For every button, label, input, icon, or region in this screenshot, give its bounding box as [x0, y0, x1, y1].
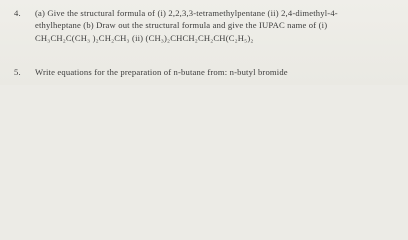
question-4-line-3: CH₃CH₂C(CH₃ )₂CH₂CH₃ (ii) (CH₃)₂CHCH₂CH₂CH(C₂H₅)₂: [35, 33, 254, 43]
question-5-number: 5.: [14, 67, 21, 77]
question-5-line-1: Write equations for the preparation of n-butane from: n-butyl bromide: [35, 67, 288, 77]
document-page: [0, 0, 408, 85]
question-4-line-1: (a) Give the structural formula of (i) 2,2,3,3-tetramethylpentane (ii) 2,4-dimethyl-4-: [35, 8, 338, 18]
question-4-number: 4.: [14, 8, 21, 18]
question-4-line-2: ethylheptane (b) Draw out the structural formula and give the IUPAC name of (i): [35, 20, 328, 30]
